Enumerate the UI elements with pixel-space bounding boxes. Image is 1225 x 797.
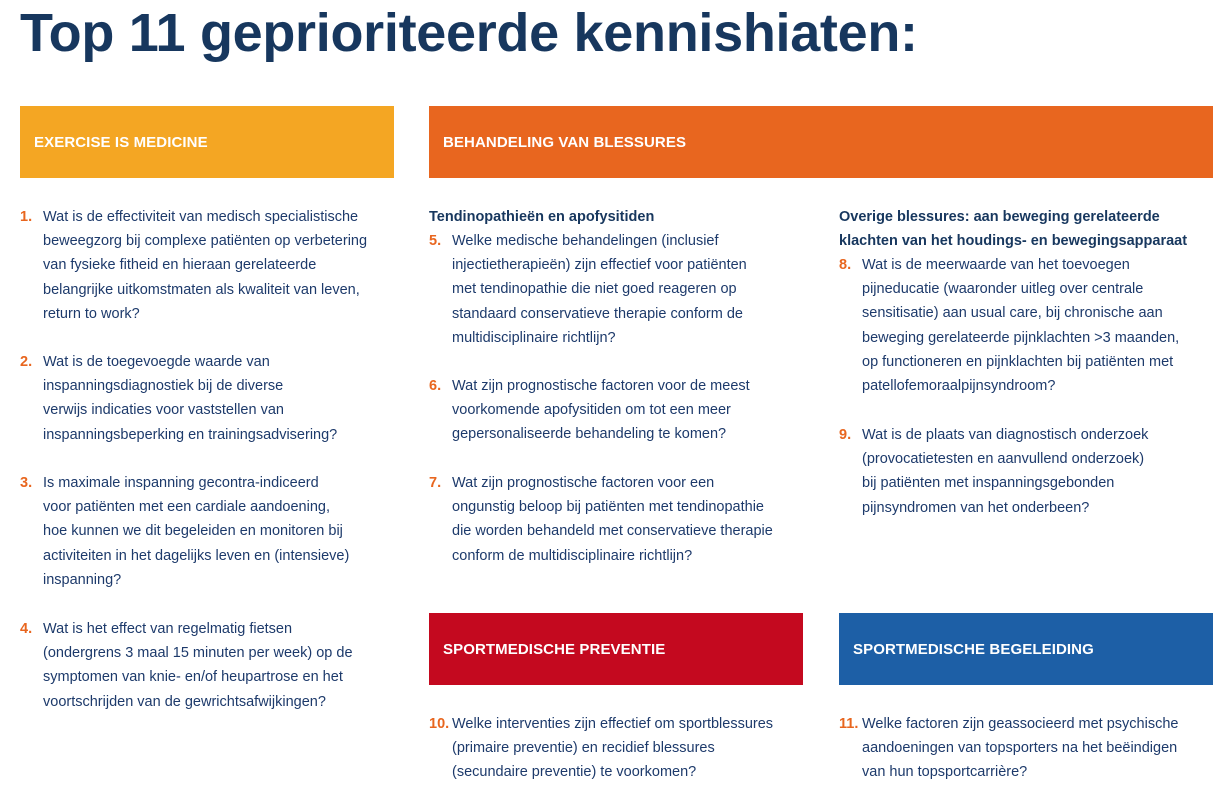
- question-2: [20, 350, 400, 447]
- question-number: 9.: [839, 427, 852, 443]
- question-text: Wat zijn prognostische factoren voor de meest voorkomende apofysitiden om tot een meer gepersonaliseerde behandeling te komen?: [452, 378, 750, 443]
- section-header-behandeling-van-blessures: [429, 106, 1213, 178]
- section-header-sportmedische-preventie: [429, 613, 803, 685]
- question-text: Wat zijn prognostische factoren voor een ongunstig beloop bij patiënten met tendinopathie die worden behandeld met conservatieve therapie conform de multidisciplinaire richtlijn?: [452, 475, 773, 564]
- question-number: 5.: [429, 233, 442, 249]
- question-11: [839, 712, 1219, 785]
- section-header-label: BEHANDELING VAN BLESSURES: [443, 133, 687, 151]
- subheader-tendinopathieen: Tendinopathieën en apofysitiden: [429, 209, 655, 225]
- question-text: Wat is de plaats van diagnostisch onderzoek (provocatietesten en aanvullend onderzoek) bij patiënten met inspanningsgebonden pijnsyndromen van het onderbeen?: [862, 427, 1149, 516]
- section-header-sportmedische-begeleiding: [839, 613, 1213, 685]
- question-4: [20, 617, 400, 714]
- subheader-overige-blessures: Overige blessures: aan beweging gerelateerde klachten van het houdings- en bewegingsapparaat: [839, 209, 1188, 249]
- section-header-exercise-is-medicine: [20, 106, 394, 178]
- question-number: 10.: [429, 716, 450, 732]
- question-text: Wat is de meerwaarde van het toevoegen pijneducatie (waaronder uitleg over centrale sensitisatie) aan usual care, bij chronische aan beweging gerelateerde pijnklachten >3 maanden, op functioneren en pijnklachten bij patiënten met patellofemoraalpijnsyndroom?: [862, 257, 1180, 395]
- question-10: [429, 712, 809, 785]
- question-text: Is maximale inspanning gecontra-indiceerd voor patiënten met een cardiale aandoening, hoe kunnen we dit begeleiden en monitoren bij activiteiten in het dagelijks leven en (intensieve) inspanning?: [43, 475, 350, 588]
- question-number: 8.: [839, 257, 852, 273]
- question-7: [429, 471, 809, 568]
- question-8: [839, 253, 1219, 398]
- section-header-label: SPORTMEDISCHE PREVENTIE: [443, 640, 666, 658]
- question-text: Wat is het effect van regelmatig fietsen (ondergrens 3 maal 15 minuten per week) op de symptomen van knie- en/of heupartrose en het voortschrijden van de gewrichtsafwijkingen?: [43, 621, 353, 710]
- question-text: Welke factoren zijn geassocieerd met psychische aandoeningen van topsporters na het beëindigen van hun topsportcarrière?: [862, 716, 1179, 781]
- question-number: 7.: [429, 475, 442, 491]
- question-9: [839, 423, 1219, 520]
- question-5: [429, 229, 809, 350]
- section-header-label: SPORTMEDISCHE BEGELEIDING: [853, 640, 1094, 658]
- question-number: 2.: [20, 354, 33, 370]
- question-1: [20, 205, 400, 326]
- question-number: 3.: [20, 475, 33, 491]
- question-text: Wat is de effectiviteit van medisch specialistische beweegzorg bij complexe patiënten op verbetering van fysieke fitheid en hieraan gerelateerde belangrijke uitkomstmaten als kwaliteit van leven, return to work?: [43, 209, 368, 322]
- question-text: Welke interventies zijn effectief om sportblessures (primaire preventie) en recidief blessures (secundaire preventie) te voorkomen?: [452, 716, 774, 781]
- question-3: [20, 471, 400, 592]
- question-6: [429, 374, 809, 447]
- page-title: Top 11 geprioriteerde kennishiaten:: [20, 3, 918, 63]
- section-header-label: EXERCISE IS MEDICINE: [34, 133, 208, 151]
- question-number: 11.: [839, 716, 859, 732]
- question-number: 1.: [20, 209, 33, 225]
- question-text: Welke medische behandelingen (inclusief injectietherapieën) zijn effectief voor patiënten met tendinopathie die niet goed reageren op standaard conservatieve therapie conform de multidisciplinaire richtlijn?: [452, 233, 747, 346]
- question-number: 6.: [429, 378, 442, 394]
- question-number: 4.: [20, 621, 33, 637]
- question-text: Wat is de toegevoegde waarde van inspanningsdiagnostiek bij de diverse verwijs indicaties voor vaststellen van inspanningsbeperking en trainingsadvisering?: [43, 354, 338, 443]
